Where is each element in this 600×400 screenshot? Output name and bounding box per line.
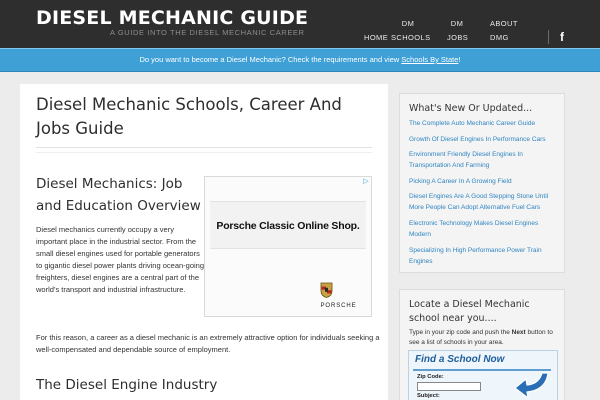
ad-banner[interactable]: [204, 176, 372, 317]
nav-dm-schools[interactable]: DM SCHOOLS: [391, 19, 431, 42]
news-link[interactable]: The Complete Auto Mechanic Career Guide: [409, 120, 536, 127]
nav-divider: [548, 30, 549, 44]
news-link[interactable]: Growth Of Diesel Engines In Performance Cars: [409, 135, 546, 143]
news-link[interactable]: Diesel Engines Are A Good Stepping Stone Until More People Can Adopt Alternative Fuel Cars: [409, 193, 549, 212]
subject-label: Subject:: [417, 393, 440, 399]
zip-code-label: Zip Code:: [417, 374, 444, 380]
news-widget-title: What's New Or Updated...: [409, 103, 533, 114]
news-link[interactable]: Environment Friendly Diesel Engines In Transportation And Farming: [409, 151, 523, 170]
facebook-icon[interactable]: f: [560, 30, 564, 44]
notice-text: Do you want to become a Diesel Mechanic? Check the requirements and view: [139, 55, 402, 64]
site-header: [0, 0, 600, 48]
nav-home[interactable]: HOME: [364, 33, 389, 42]
section-heading-industry: The Diesel Engine Industry: [36, 377, 218, 393]
ad-headline[interactable]: Porsche Classic Online Shop.: [210, 201, 366, 249]
arrow-icon: [511, 370, 551, 400]
news-link[interactable]: Specializing In High Performance Power Train Engines: [409, 246, 542, 265]
ad-choices-icon[interactable]: ▷: [363, 178, 369, 185]
page-title: Diesel Mechanic Schools, Career And Jobs Guide: [36, 95, 342, 138]
find-school-form: [408, 350, 558, 400]
news-link[interactable]: Picking A Career In A Growing Field: [409, 177, 512, 185]
school-locator-widget: [399, 289, 565, 400]
nav-dm-jobs[interactable]: DM JOBS: [447, 19, 469, 42]
notice-suffix: !: [458, 55, 461, 64]
notice-bar: [0, 48, 600, 72]
nav-about-dmg[interactable]: ABOUT DMG: [490, 19, 518, 42]
main-content: [20, 84, 388, 400]
zip-code-input[interactable]: [417, 382, 481, 391]
section-heading-overview: Diesel Mechanics: Job and Education Overview: [36, 176, 201, 214]
title-divider-secondary: [36, 152, 372, 153]
school-locator-description: Type in your zip code and push the Next button to see a list of schools in your area.: [409, 329, 553, 346]
schools-by-state-link[interactable]: Schools By State: [401, 55, 459, 64]
ad-brand: PORSCHE: [320, 303, 357, 309]
news-widget: [399, 93, 565, 273]
news-link[interactable]: Electronic Technology Makes Diesel Engines Modern: [409, 219, 539, 238]
news-list: [409, 118, 559, 271]
paragraph-career: For this reason, a career as a diesel mechanic is an extremely attractive option for individuals seeking a well-compensated and dependable source of employment.: [36, 333, 380, 355]
site-tagline: A GUIDE INTO THE DIESEL MECHANIC CAREER: [110, 28, 305, 37]
title-divider: [36, 147, 372, 148]
find-school-title: Find a School Now: [415, 354, 505, 365]
site-logo[interactable]: DIESEL MECHANIC GUIDE: [36, 7, 309, 29]
paragraph-intro: Diesel mechanics currently occupy a very important place in the industrial sector. From the small diesel engines used for portable generators to gigantic diesel power plants driving ocean-going freighters, diesel engines are a central part of the world’s transport and industrial infrastructure.: [36, 225, 205, 295]
porsche-crest-icon: [320, 282, 333, 298]
school-locator-title: Locate a Diesel Mechanic school near you....: [409, 299, 530, 324]
